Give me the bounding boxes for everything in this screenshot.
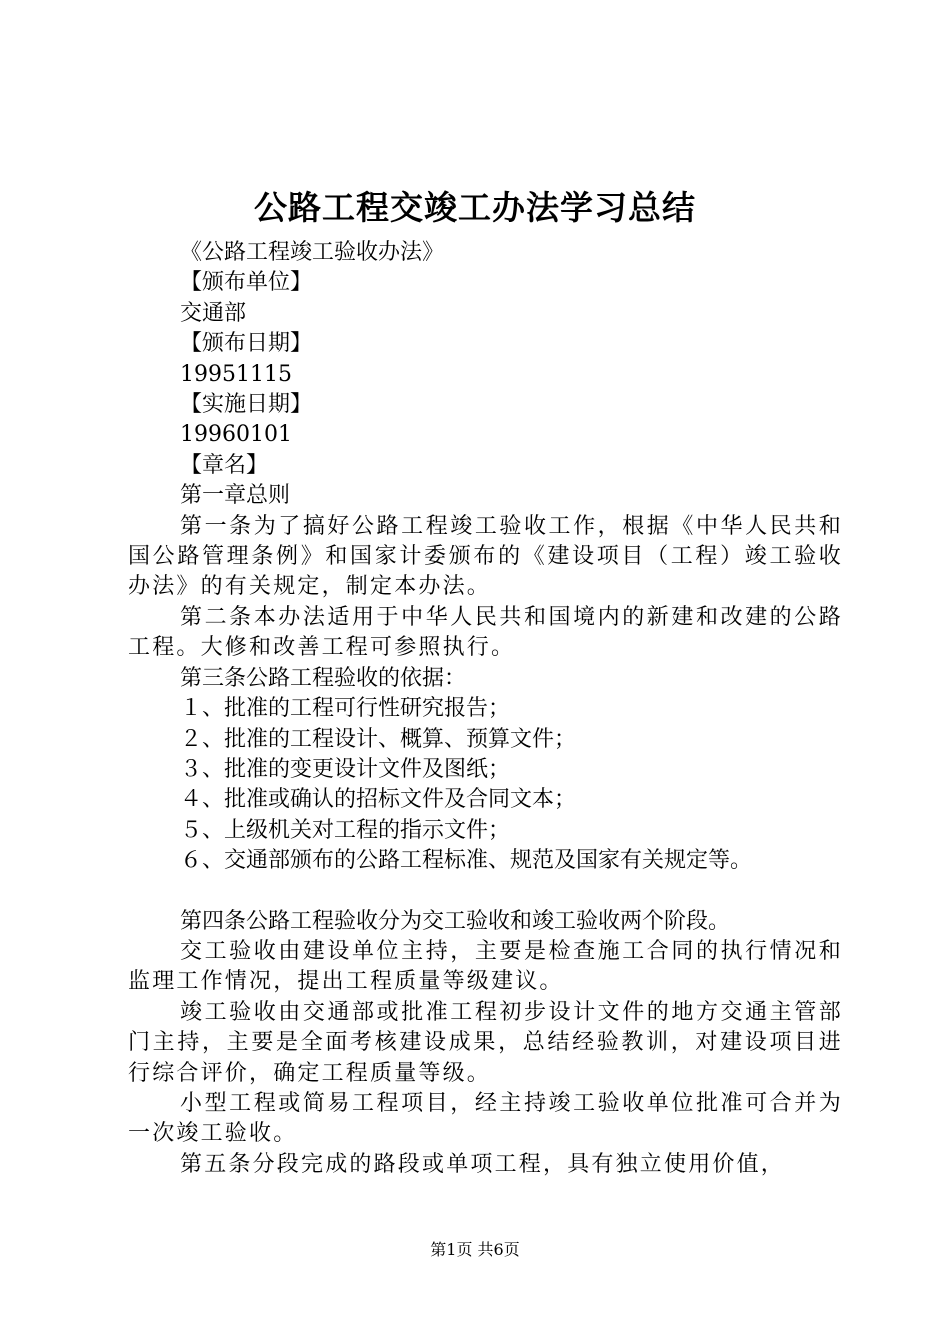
article-3-item: ４、批准或确认的招标文件及合同文本； — [180, 787, 577, 813]
article-3-heading: 第三条公路工程验收的依据： — [180, 665, 467, 691]
law-name: 《公路工程竣工验收办法》 — [180, 240, 445, 265]
article-3-item: ５、上级机关对工程的指示文件； — [180, 817, 511, 843]
article-4-paragraph: 竣工验收由交通部或批准工程初步设计文件的地方交通主管部门主持，主要是全面考核建设成果，总结经验教训，对建设项目进行综合评价，确定工程质量等级。 — [128, 999, 843, 1086]
article-2-paragraph: 第二条本办法适用于中华人民共和国境内的新建和改建的公路工程。大修和改善工程可参照执行。 — [128, 604, 843, 661]
article-5-paragraph: 第五条分段完成的路段或单项工程，具有独立使用价值， — [180, 1151, 786, 1177]
issue-date-label: 【颁布日期】 — [180, 331, 313, 357]
document-title: 公路工程交竣工办法学习总结 — [254, 188, 696, 227]
chapter-label: 【章名】 — [180, 452, 269, 478]
issuer-value: 交通部 — [180, 300, 247, 326]
paragraph-gap — [128, 877, 843, 907]
article-3-item: ３、批准的变更设计文件及图纸； — [180, 756, 511, 782]
document-body — [128, 238, 843, 1180]
issuer-label: 【颁布单位】 — [180, 270, 313, 296]
effective-date-value: 19960101 — [180, 422, 292, 448]
page-footer: 第1页 共6页 — [430, 1240, 520, 1259]
article-4-paragraph: 交工验收由建设单位主持，主要是检查施工合同的执行情况和监理工作情况，提出工程质量等级建议。 — [128, 938, 843, 995]
article-3-item: ２、批准的工程设计、概算、预算文件； — [180, 726, 577, 752]
issue-date-value: 19951115 — [180, 361, 292, 387]
chapter-title: 第一章总则 — [180, 483, 291, 509]
article-3-item: ６、交通部颁布的公路工程标准、规范及国家有关规定等。 — [180, 848, 753, 874]
article-4-heading: 第四条公路工程验收分为交工验收和竣工验收两个阶段。 — [180, 908, 731, 934]
article-1-paragraph: 第一条为了搞好公路工程竣工验收工作，根据《中华人民共和国公路管理条例》和国家计委颁布的《建设项目（工程）竣工验收办法》的有关规定，制定本办法。 — [128, 513, 843, 600]
article-4-paragraph: 小型工程或简易工程项目，经主持竣工验收单位批准可合并为一次竣工验收。 — [128, 1090, 843, 1147]
effective-date-label: 【实施日期】 — [180, 392, 313, 418]
article-3-item: １、批准的工程可行性研究报告； — [180, 696, 511, 722]
